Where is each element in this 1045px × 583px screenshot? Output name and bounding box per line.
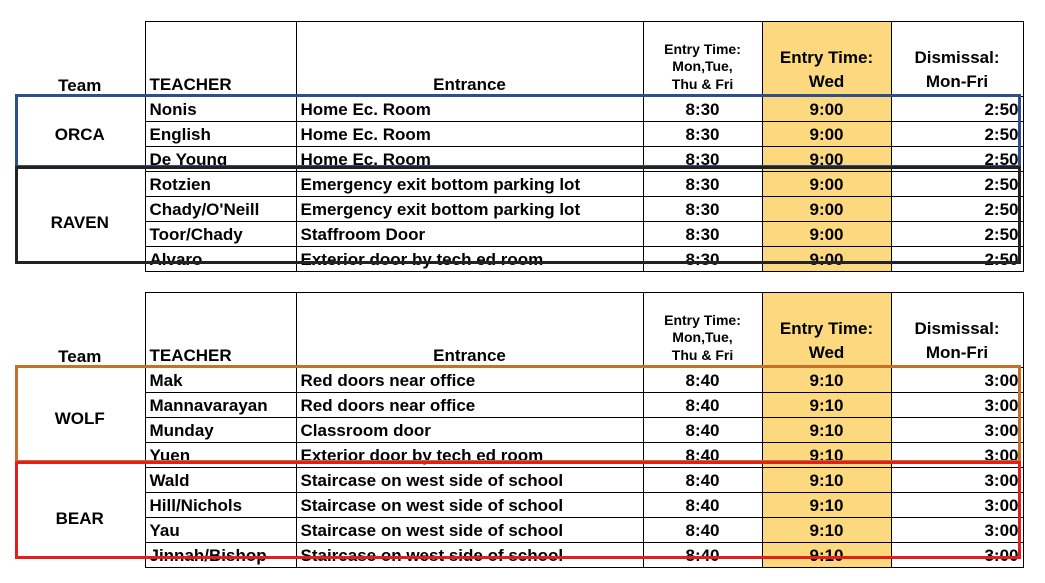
wed-entry-header: Entry Time: Wed	[762, 22, 891, 97]
table-row	[15, 97, 1023, 122]
wed-entry-cell: 9:00	[762, 247, 891, 272]
table-row	[15, 468, 1023, 493]
teacher-cell: Jinnah/Bishop	[145, 543, 296, 568]
dismissal-cell: 2:50	[891, 247, 1023, 272]
entry-time-header: Entry Time: Mon,Tue, Thu & Fri	[643, 293, 762, 368]
dismissal-cell: 3:00	[891, 418, 1023, 443]
teacher-cell: Wald	[145, 468, 296, 493]
team-name: RAVEN	[50, 212, 109, 232]
table-row	[15, 393, 1023, 418]
entrance-header: Entrance	[296, 22, 643, 97]
wed-entry-cell: 9:00	[762, 122, 891, 147]
table-row	[15, 147, 1023, 172]
wed-entry-cell: 9:00	[762, 97, 891, 122]
entrance-cell: Home Ec. Room	[296, 97, 643, 122]
schedule-table	[15, 292, 1024, 568]
entrance-cell: Staircase on west side of school	[296, 468, 643, 493]
dismissal-header: Dismissal: Mon-Fri	[891, 293, 1023, 368]
table-row	[15, 493, 1023, 518]
teacher-cell: Yau	[145, 518, 296, 543]
entry-time-cell: 8:30	[643, 172, 762, 197]
entrance-cell: Emergency exit bottom parking lot	[296, 172, 643, 197]
entry-time-cell: 8:30	[643, 122, 762, 147]
entry-time-cell: 8:30	[643, 222, 762, 247]
table-row	[15, 197, 1023, 222]
table-row	[15, 543, 1023, 568]
wed-entry-cell: 9:00	[762, 172, 891, 197]
entrance-cell: Home Ec. Room	[296, 122, 643, 147]
wed-entry-cell: 9:00	[762, 147, 891, 172]
entrance-cell: Staircase on west side of school	[296, 543, 643, 568]
entry-time-cell: 8:30	[643, 247, 762, 272]
table-row	[15, 122, 1023, 147]
teacher-cell: Yuen	[145, 443, 296, 468]
team-name: WOLF	[54, 408, 105, 428]
teacher-header: TEACHER	[145, 22, 296, 97]
entrance-cell: Exterior door by tech ed room	[296, 247, 643, 272]
table-row	[15, 247, 1023, 272]
table-row	[15, 418, 1023, 443]
teacher-cell: Toor/Chady	[145, 222, 296, 247]
entry-time-cell: 8:40	[643, 518, 762, 543]
wed-entry-cell: 9:10	[762, 443, 891, 468]
entrance-header: Entrance	[296, 293, 643, 368]
entry-time-cell: 8:40	[643, 393, 762, 418]
table-row	[15, 368, 1023, 393]
table-row	[15, 443, 1023, 468]
dismissal-cell: 2:50	[891, 122, 1023, 147]
teacher-header: TEACHER	[145, 293, 296, 368]
entry-time-header: Entry Time: Mon,Tue, Thu & Fri	[643, 22, 762, 97]
dismissal-cell: 3:00	[891, 468, 1023, 493]
wed-entry-cell: 9:10	[762, 368, 891, 393]
wed-entry-cell: 9:00	[762, 222, 891, 247]
teacher-cell: Nonis	[145, 97, 296, 122]
wed-entry-header: Entry Time: Wed	[762, 293, 891, 368]
entry-time-cell: 8:40	[643, 368, 762, 393]
team-name: ORCA	[54, 125, 105, 144]
entrance-cell: Staffroom Door	[296, 222, 643, 247]
header-row	[15, 22, 1023, 97]
dismissal-cell: 3:00	[891, 543, 1023, 568]
teacher-cell: Alvaro	[145, 247, 296, 272]
wed-entry-cell: 9:00	[762, 197, 891, 222]
wed-entry-cell: 9:10	[762, 493, 891, 518]
dismissal-cell: 2:50	[891, 97, 1023, 122]
table-row	[15, 518, 1023, 543]
teacher-cell: Munday	[145, 418, 296, 443]
entrance-cell: Home Ec. Room	[296, 147, 643, 172]
entrance-cell: Exterior door by tech ed room	[296, 443, 643, 468]
wed-entry-cell: 9:10	[762, 468, 891, 493]
entrance-cell: Staircase on west side of school	[296, 493, 643, 518]
teacher-cell: Mak	[145, 368, 296, 393]
dismissal-cell: 2:50	[891, 172, 1023, 197]
entry-time-cell: 8:40	[643, 468, 762, 493]
teacher-cell: Rotzien	[145, 172, 296, 197]
team-header: Team	[58, 346, 102, 366]
dismissal-cell: 3:00	[891, 443, 1023, 468]
dismissal-cell: 2:50	[891, 222, 1023, 247]
dismissal-cell: 2:50	[891, 147, 1023, 172]
team-header: Team	[58, 75, 102, 95]
dismissal-cell: 3:00	[891, 393, 1023, 418]
header-row	[15, 293, 1023, 368]
dismissal-cell: 2:50	[891, 197, 1023, 222]
dismissal-header: Dismissal: Mon-Fri	[891, 22, 1023, 97]
teacher-cell: De Young	[145, 147, 296, 172]
wed-entry-cell: 9:10	[762, 418, 891, 443]
entrance-cell: Classroom door	[296, 418, 643, 443]
teacher-cell: Hill/Nichols	[145, 493, 296, 518]
wed-entry-cell: 9:10	[762, 518, 891, 543]
teacher-cell: Mannavarayan	[145, 393, 296, 418]
entry-time-cell: 8:40	[643, 543, 762, 568]
team-name: BEAR	[55, 508, 104, 528]
entrance-cell: Red doors near office	[296, 393, 643, 418]
wed-entry-cell: 9:10	[762, 543, 891, 568]
entry-time-cell: 8:40	[643, 443, 762, 468]
entrance-cell: Emergency exit bottom parking lot	[296, 197, 643, 222]
dismissal-cell: 3:00	[891, 493, 1023, 518]
dismissal-cell: 3:00	[891, 368, 1023, 393]
entry-time-cell: 8:30	[643, 97, 762, 122]
dismissal-cell: 3:00	[891, 518, 1023, 543]
entry-time-cell: 8:40	[643, 493, 762, 518]
table-row	[15, 222, 1023, 247]
entry-time-cell: 8:30	[643, 147, 762, 172]
entrance-cell: Red doors near office	[296, 368, 643, 393]
table-row	[15, 172, 1023, 197]
wed-entry-cell: 9:10	[762, 393, 891, 418]
schedule-table	[15, 21, 1024, 272]
teacher-cell: English	[145, 122, 296, 147]
entry-time-cell: 8:30	[643, 197, 762, 222]
entry-time-cell: 8:40	[643, 418, 762, 443]
entrance-cell: Staircase on west side of school	[296, 518, 643, 543]
teacher-cell: Chady/O'Neill	[145, 197, 296, 222]
